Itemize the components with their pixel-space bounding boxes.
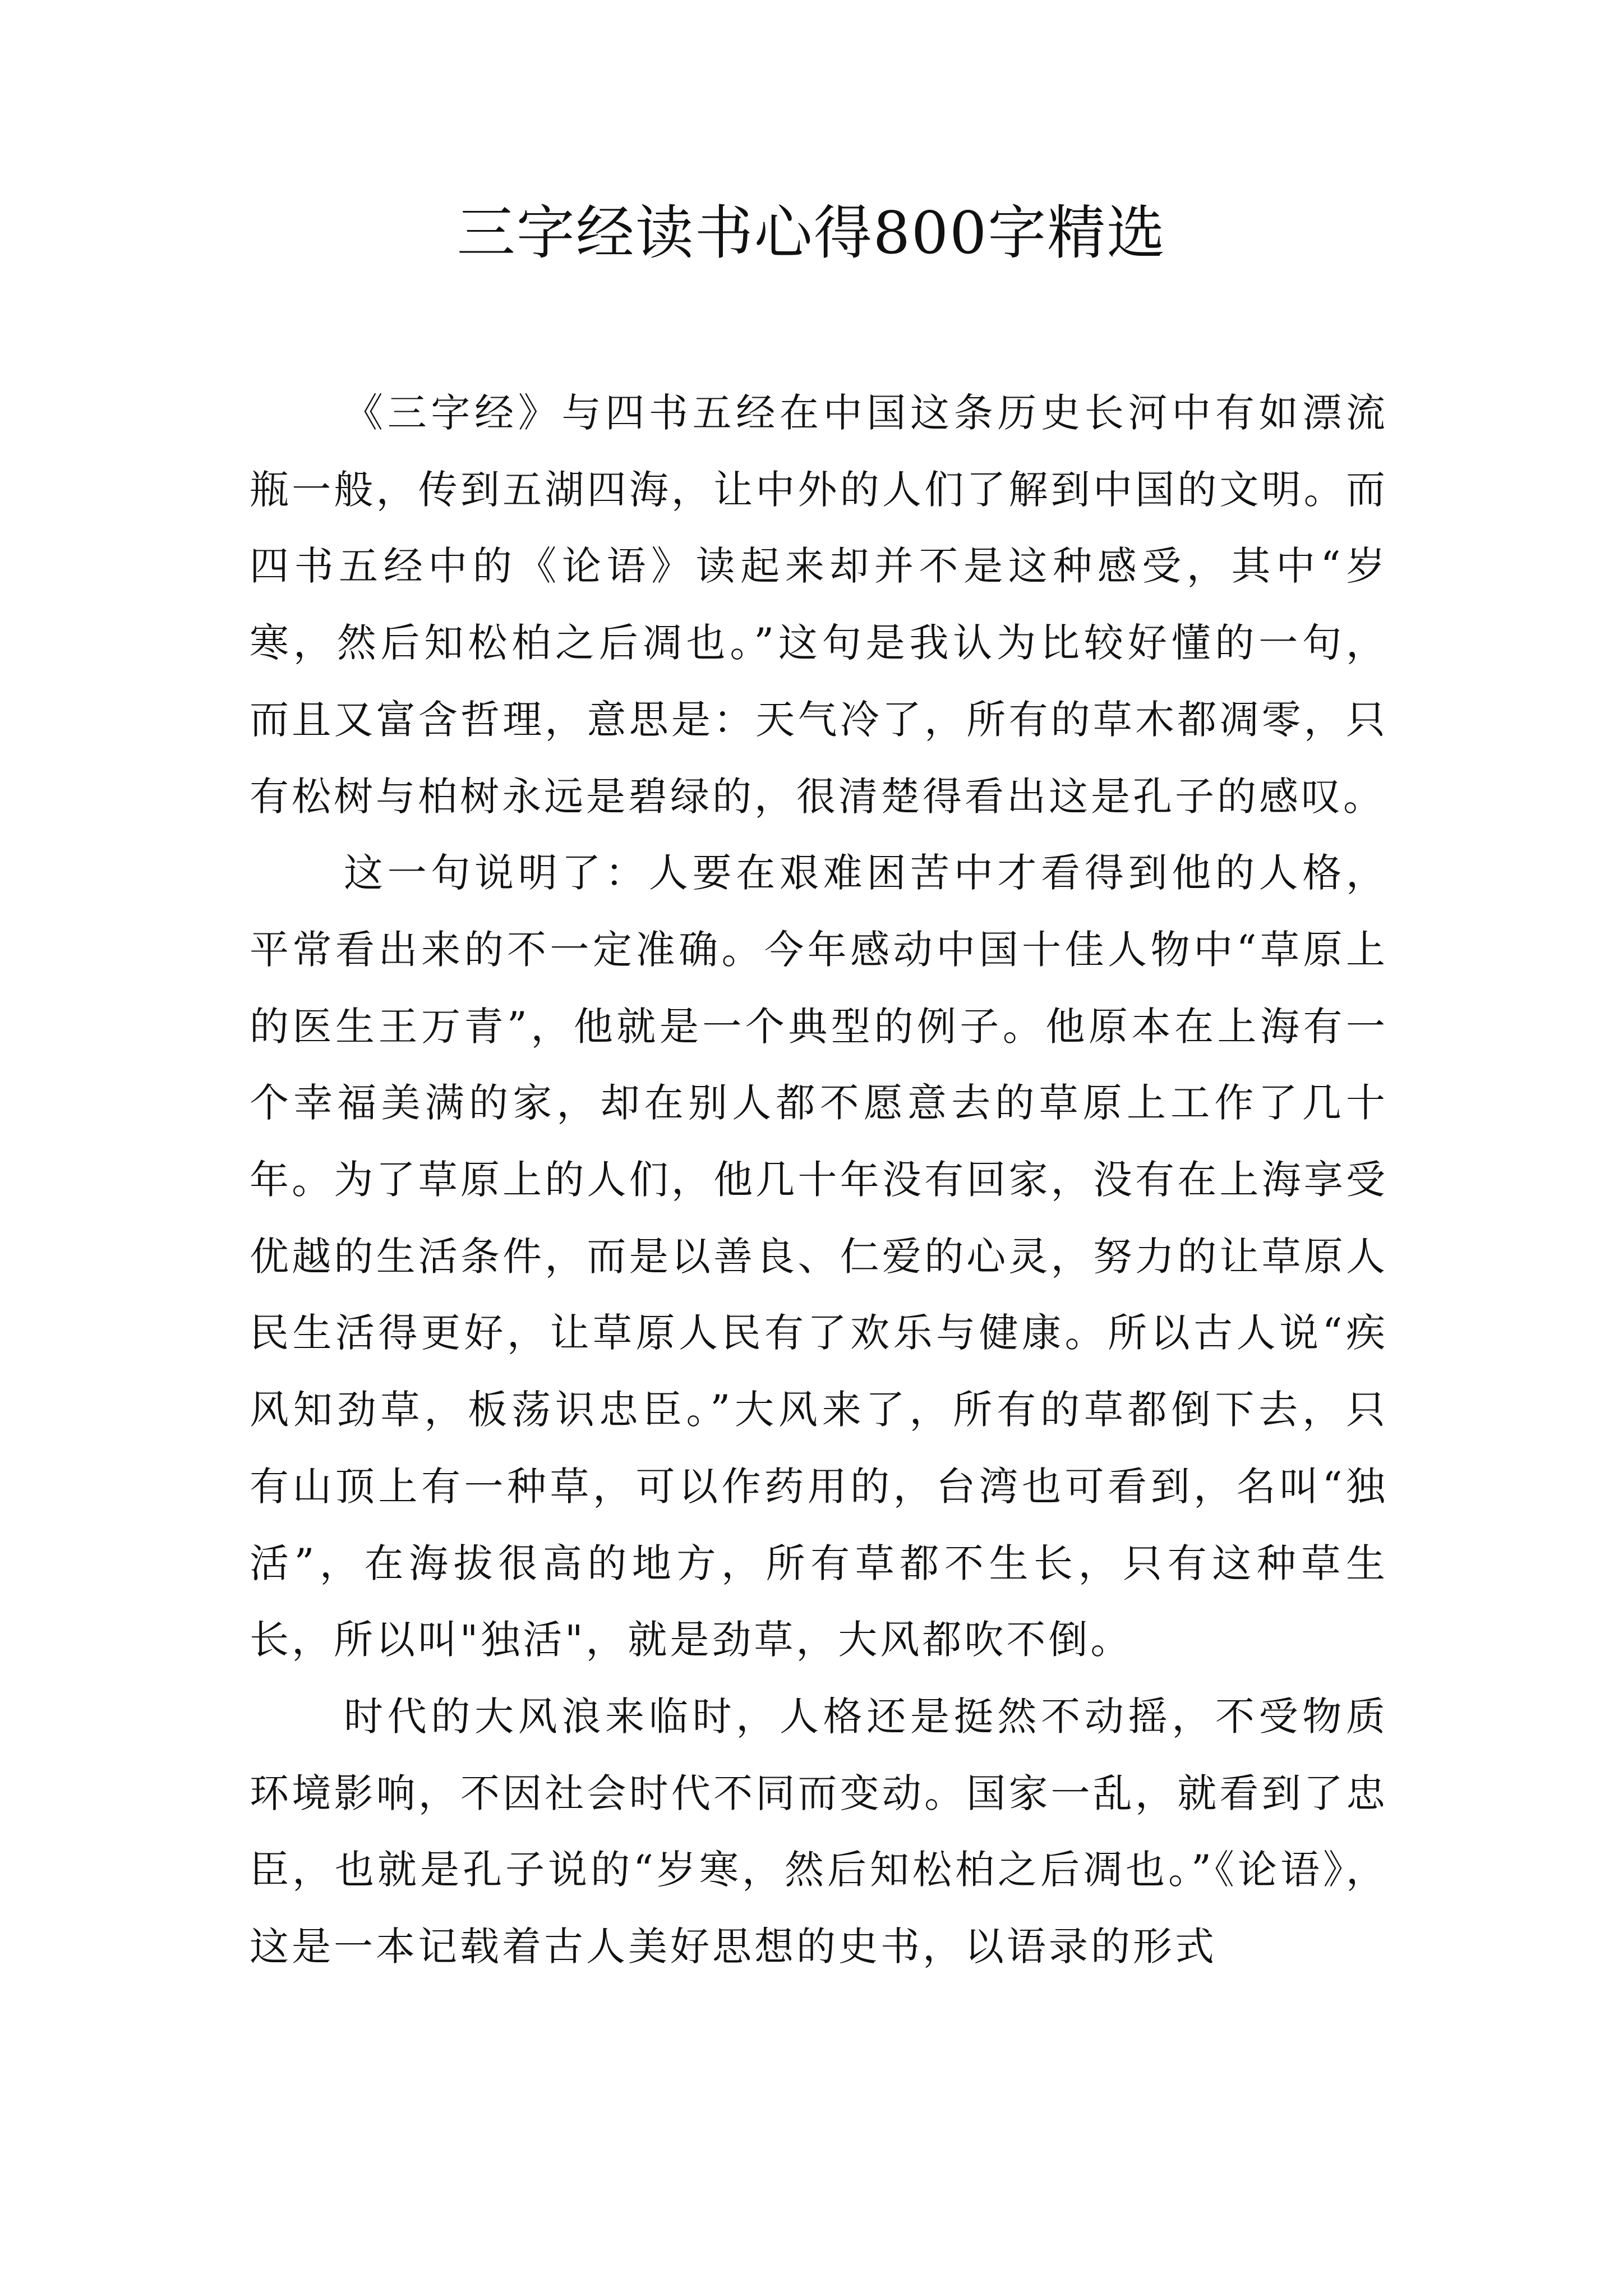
document-body xyxy=(250,375,1388,1985)
paragraph-2: 这一句说明了：人要在艰难困苦中才看得到他的人格，平常看出来的不一定准确。今年感动中国十佳人物中“草原上的医生王万青”，他就是一个典型的例子。他原本在上海有一个幸福美满的家，却在别人都不愿意去的草原上工作了几十年。为了草原上的人们，他几十年没有回家，没有在上海享受优越的生活条件，而是以善良、仁爱的心灵，努力的让草原人民生活得更好，让草原人民有了欢乐与健康。所以古人说“疾风知劲草，板荡识忠臣。”大风来了，所有的草都倒下去，只有山顶上有一种草，可以作药用的，台湾也可看到，名叫“独活”，在海拔很高的地方，所有草都不生长，只有这种草生长，所以叫"独活"，就是劲草，大风都吹不倒。 xyxy=(250,850,1388,1663)
paragraph-3: 时代的大风浪来临时，人格还是挺然不动摇，不受物质环境影响，不因社会时代不同而变动。国家一乱，就看到了忠臣，也就是孔子说的“岁寒，然后知松柏之后凋也。”《论语》，这是一本记载着古人美好思想的史书，以语录的形式 xyxy=(250,1693,1388,1970)
paragraph-1: 《三字经》与四书五经在中国这条历史长河中有如漂流瓶一般，传到五湖四海，让中外的人们了解到中国的文明。而四书五经中的《论语》读起来却并不是这种感受，其中“岁寒，然后知松柏之后凋也。”这句是我认为比较好懂的一句，而且又富含哲理，意思是：天气冷了，所有的草木都凋零，只有松树与柏树永远是碧绿的，很清楚得看出这是孔子的感叹。 xyxy=(250,390,1388,820)
document-title: 三字经读书心得800字精选 xyxy=(457,199,1166,267)
